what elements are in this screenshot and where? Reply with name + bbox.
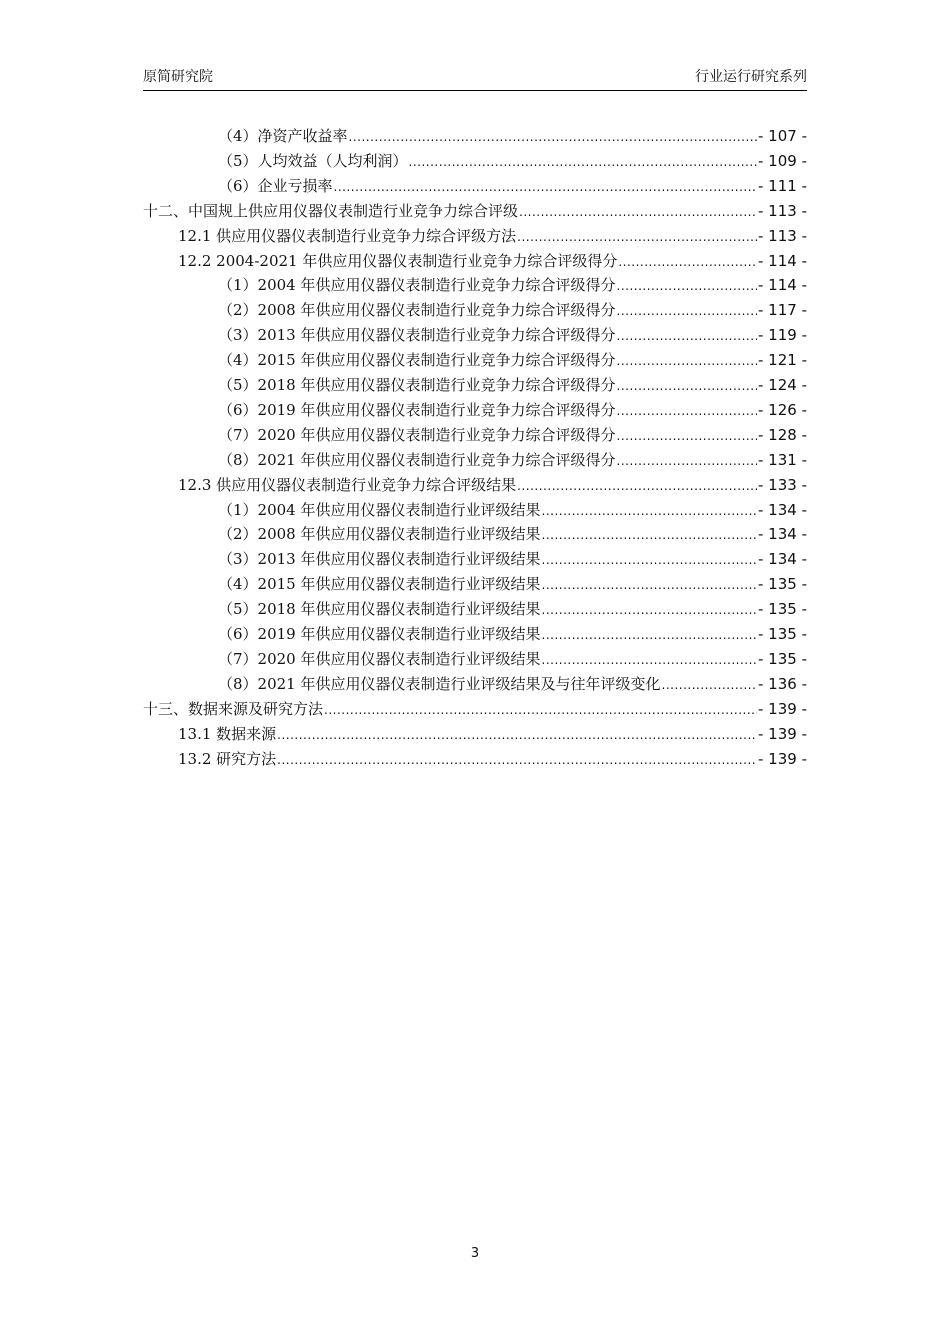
page-header (143, 66, 807, 91)
toc-entry-label: （5）2018 年供应用仪器仪表制造行业评级结果 (218, 600, 541, 619)
toc-entry-page: - 114 - (758, 251, 807, 270)
toc-entry[interactable] (218, 298, 807, 323)
toc-dot-leader (542, 523, 758, 548)
toc-entry-page: - 133 - (758, 475, 807, 494)
toc-dot-leader (542, 598, 758, 623)
toc-entry-page: - 135 - (758, 575, 807, 594)
toc-dot-leader (617, 449, 758, 474)
toc-entry-label: 十三、数据来源及研究方法 (143, 699, 324, 718)
toc-dot-leader (409, 150, 757, 175)
toc-entry-page: - 139 - (758, 749, 807, 768)
toc-entry[interactable] (218, 273, 807, 298)
toc-entry[interactable] (143, 697, 807, 722)
toc-entry-page: - 114 - (758, 276, 807, 295)
toc-dot-leader (617, 324, 758, 349)
toc-entry-label: （6）企业亏损率 (218, 176, 333, 195)
toc-dot-leader (662, 673, 758, 698)
toc-dot-leader (277, 748, 757, 773)
toc-entry[interactable] (178, 722, 807, 747)
toc-entry[interactable] (218, 597, 807, 622)
toc-entry-label: 十二、中国规上供应用仪器仪表制造行业竞争力综合评级 (143, 201, 519, 220)
toc-entry-label: （2）2008 年供应用仪器仪表制造行业评级结果 (218, 525, 541, 544)
toc-entry-page: - 134 - (758, 500, 807, 519)
toc-entry[interactable] (178, 747, 807, 772)
toc-entry-page: - 107 - (758, 127, 807, 145)
toc-entry[interactable] (143, 199, 807, 224)
toc-dot-leader (542, 648, 758, 673)
toc-entry-label: （1）2004 年供应用仪器仪表制造行业竞争力综合评级得分 (218, 276, 616, 295)
toc-entry-label: 12.1 供应用仪器仪表制造行业竞争力综合评级方法 (178, 226, 517, 245)
toc-entry-page: - 128 - (758, 425, 807, 444)
toc-dot-leader (617, 274, 758, 299)
toc-entry[interactable] (218, 323, 807, 348)
toc-entry-page: - 131 - (758, 450, 807, 469)
toc-dot-leader (349, 125, 757, 150)
toc-entry[interactable] (218, 622, 807, 647)
toc-entry-page: - 124 - (758, 376, 807, 394)
toc-entry-page: - 139 - (758, 724, 807, 743)
toc-entry-page: - 121 - (758, 351, 807, 370)
toc-entry-page: - 134 - (758, 550, 807, 569)
toc-dot-leader (517, 474, 757, 499)
toc-entry[interactable] (218, 373, 807, 398)
toc-dot-leader (334, 175, 757, 200)
toc-entry-page: - 119 - (758, 326, 807, 345)
toc-entry-label: （4）2015 年供应用仪器仪表制造行业竞争力综合评级得分 (218, 351, 616, 370)
toc-entry-page: - 113 - (758, 226, 807, 245)
toc-dot-leader (542, 623, 758, 648)
toc-entry-label: （3）2013 年供应用仪器仪表制造行业评级结果 (218, 550, 541, 569)
toc-entry-label: 12.2 2004-2021 年供应用仪器仪表制造行业竞争力综合评级得分 (178, 251, 618, 270)
toc-dot-leader (324, 698, 757, 723)
toc-dot-leader (617, 374, 758, 399)
toc-dot-leader (519, 200, 757, 225)
toc-entry-label: （5）2018 年供应用仪器仪表制造行业竞争力综合评级得分 (218, 376, 616, 394)
toc-entry-page: - 111 - (758, 176, 807, 195)
toc-entry[interactable] (218, 498, 807, 523)
toc-entry-label: （4）2015 年供应用仪器仪表制造行业评级结果 (218, 575, 541, 594)
toc-entry-label: （2）2008 年供应用仪器仪表制造行业竞争力综合评级得分 (218, 301, 616, 320)
toc-entry-label: （5）人均效益（人均利润） (218, 151, 408, 170)
toc-entry-page: - 135 - (758, 600, 807, 619)
toc-entry-label: （7）2020 年供应用仪器仪表制造行业评级结果 (218, 649, 541, 668)
toc-dot-leader (277, 723, 757, 748)
toc-entry[interactable] (218, 547, 807, 572)
toc-entry[interactable] (178, 224, 807, 249)
toc-entry[interactable] (218, 448, 807, 473)
toc-entry-page: - 109 - (758, 151, 807, 170)
toc-entry[interactable] (178, 473, 807, 498)
toc-entry-page: - 136 - (758, 674, 807, 693)
toc-entry-label: （8）2021 年供应用仪器仪表制造行业竞争力综合评级得分 (218, 450, 616, 469)
toc-entry[interactable] (218, 149, 807, 174)
toc-entry[interactable] (218, 647, 807, 672)
toc-entry-label: （6）2019 年供应用仪器仪表制造行业竞争力综合评级得分 (218, 400, 616, 419)
toc-entry[interactable] (218, 423, 807, 448)
toc-dot-leader (517, 225, 757, 250)
toc-entry-label: （8）2021 年供应用仪器仪表制造行业评级结果及与往年评级变化 (218, 674, 661, 693)
toc-entry[interactable] (178, 249, 807, 274)
toc-entry-label: 12.3 供应用仪器仪表制造行业竞争力综合评级结果 (178, 475, 517, 494)
toc-entry-label: （6）2019 年供应用仪器仪表制造行业评级结果 (218, 625, 541, 643)
toc-entry-page: - 126 - (758, 400, 807, 419)
toc-entry-page: - 135 - (758, 649, 807, 668)
toc-dot-leader (617, 399, 758, 424)
toc-entry-label: （7）2020 年供应用仪器仪表制造行业竞争力综合评级得分 (218, 425, 616, 444)
toc-entry-label: （3）2013 年供应用仪器仪表制造行业竞争力综合评级得分 (218, 326, 616, 345)
toc-entry-page: - 135 - (758, 625, 807, 643)
page-number: 3 (470, 1246, 480, 1261)
toc-entry-page: - 139 - (758, 699, 807, 718)
toc-dot-leader (542, 548, 758, 573)
toc-entry[interactable] (218, 398, 807, 423)
toc-entry-page: - 113 - (758, 201, 807, 220)
toc-entry[interactable] (218, 348, 807, 373)
toc-dot-leader (542, 573, 758, 598)
toc-entry[interactable] (218, 572, 807, 597)
header-series-title: 行业运行研究系列 (695, 69, 807, 85)
toc-entry-label: 13.2 研究方法 (178, 749, 277, 768)
toc-entry-page: - 117 - (758, 301, 807, 320)
toc-dot-leader (542, 499, 758, 524)
toc-dot-leader (617, 424, 758, 449)
toc-entry[interactable] (218, 174, 807, 199)
toc-entry-page: - 134 - (758, 525, 807, 544)
toc-entry[interactable] (218, 672, 807, 697)
toc-entry-label: 13.1 数据来源 (178, 724, 277, 743)
toc-dot-leader (617, 299, 758, 324)
toc-entry-label: （1）2004 年供应用仪器仪表制造行业评级结果 (218, 500, 541, 519)
toc-dot-leader (618, 250, 757, 275)
toc-entry[interactable] (218, 124, 807, 149)
toc-dot-leader (617, 349, 758, 374)
toc-entry-label: （4）净资产收益率 (218, 127, 348, 145)
header-org-name: 原简研究院 (143, 69, 213, 85)
toc-entry[interactable] (218, 522, 807, 547)
